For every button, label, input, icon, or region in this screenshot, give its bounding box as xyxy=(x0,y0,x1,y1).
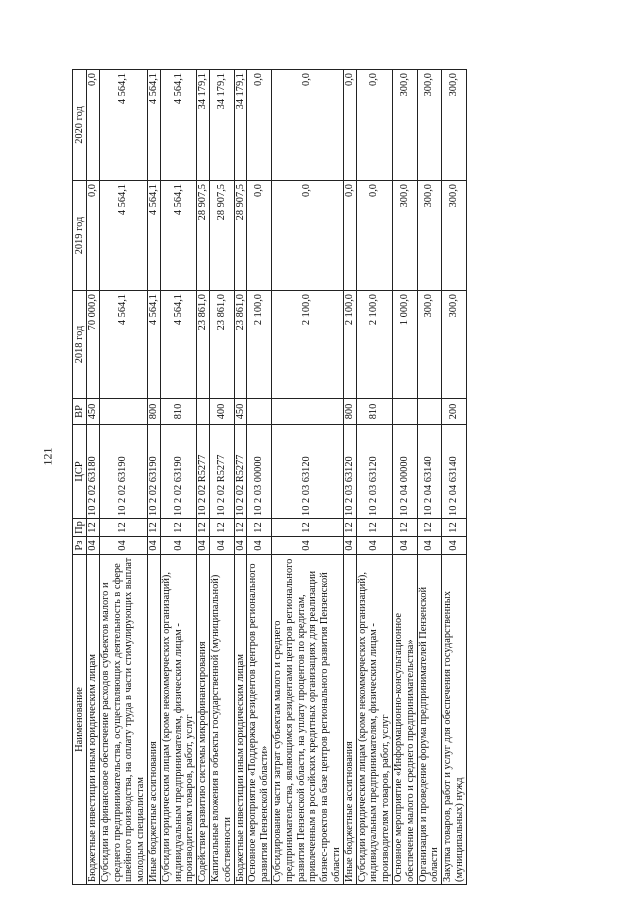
row-2018: 4 564,1 xyxy=(99,291,147,399)
row-rz: 04 xyxy=(356,537,392,555)
row-csr: 10 2 03 63120 xyxy=(343,425,356,519)
row-name: Иные бюджетные ассигнования xyxy=(343,555,356,885)
row-2018: 2 100,0 xyxy=(356,291,392,399)
row-name: Субсидии юридическим лицам (кроме некоммерческих организаций), индивидуальным предпринимателям, физическим лицам - производителям товаров, работ, услуг xyxy=(160,555,196,885)
row-rz: 04 xyxy=(392,537,417,555)
row-2020: 300,0 xyxy=(417,70,442,181)
row-2020: 0,0 xyxy=(87,70,100,181)
row-2018: 2 100,0 xyxy=(247,291,272,399)
header-csr: ЦСР xyxy=(73,425,87,519)
row-pr: 12 xyxy=(442,519,467,537)
row-2019: 0,0 xyxy=(87,181,100,291)
header-2019: 2019 год xyxy=(73,181,87,291)
table-row xyxy=(197,70,210,885)
row-rz: 04 xyxy=(197,537,210,555)
table-row xyxy=(160,70,196,885)
table-row xyxy=(343,70,356,885)
row-rz: 04 xyxy=(417,537,442,555)
row-rz: 04 xyxy=(87,537,100,555)
row-2019: 300,0 xyxy=(392,181,417,291)
row-2019: 28 907,5 xyxy=(234,181,247,291)
row-name: Иные бюджетные ассигнования xyxy=(147,555,160,885)
row-pr: 12 xyxy=(197,519,210,537)
row-pr: 12 xyxy=(147,519,160,537)
row-name: Закупка товаров, работ и услуг для обеспечения государственных (муниципальных) нужд xyxy=(442,555,467,885)
row-2020: 4 564,1 xyxy=(147,70,160,181)
row-vr xyxy=(197,399,210,425)
row-2018: 2 100,0 xyxy=(271,291,343,399)
row-2019: 0,0 xyxy=(343,181,356,291)
row-vr: 810 xyxy=(160,399,196,425)
row-2020: 4 564,1 xyxy=(99,70,147,181)
header-2018: 2018 год xyxy=(73,291,87,399)
row-2020: 0,0 xyxy=(343,70,356,181)
row-2019: 0,0 xyxy=(247,181,272,291)
row-2018: 300,0 xyxy=(442,291,467,399)
row-2019: 4 564,1 xyxy=(99,181,147,291)
row-vr: 810 xyxy=(356,399,392,425)
row-rz: 04 xyxy=(147,537,160,555)
row-2020: 0,0 xyxy=(356,70,392,181)
row-csr: 10 2 04 63140 xyxy=(442,425,467,519)
row-2018: 2 100,0 xyxy=(343,291,356,399)
row-2018: 23 861,0 xyxy=(197,291,210,399)
row-2020: 34 179,1 xyxy=(209,70,234,181)
header-rz: Рз xyxy=(73,537,87,555)
row-2018: 4 564,1 xyxy=(147,291,160,399)
row-vr xyxy=(392,399,417,425)
table-row xyxy=(442,70,467,885)
row-rz: 04 xyxy=(209,537,234,555)
row-csr: 10 2 03 00000 xyxy=(247,425,272,519)
row-vr: 450 xyxy=(234,399,247,425)
rotated-table-container xyxy=(72,70,576,885)
row-2019: 300,0 xyxy=(417,181,442,291)
row-name: Основное мероприятие «Поддержка резидентов центров регионального развития Пензенской области» xyxy=(247,555,272,885)
row-csr: 10 2 03 63120 xyxy=(271,425,343,519)
row-2019: 0,0 xyxy=(356,181,392,291)
row-2020: 0,0 xyxy=(271,70,343,181)
row-name: Бюджетные инвестиции иным юридическим лицам xyxy=(234,555,247,885)
row-name: Субсидирование части затрат субъектам малого и среднего предпринимательства, являющимся резидентами центров регионального развития Пензенской области, на уплату процентов по кредитам, привлеченным в российских кредитных организациях для реализации бизнес-проектов на базе центров регионального развития Пензенской области xyxy=(271,555,343,885)
budget-table xyxy=(72,69,467,885)
row-vr xyxy=(99,399,147,425)
table-row xyxy=(247,70,272,885)
row-2019: 28 907,5 xyxy=(197,181,210,291)
row-2019: 4 564,1 xyxy=(160,181,196,291)
table-row xyxy=(99,70,147,885)
row-vr xyxy=(417,399,442,425)
row-name: Капитальные вложения в объекты государственной (муниципальной) собственности xyxy=(209,555,234,885)
row-2019: 28 907,5 xyxy=(209,181,234,291)
header-vr: ВР xyxy=(73,399,87,425)
table-row xyxy=(209,70,234,885)
row-csr: 10 2 02 63180 xyxy=(87,425,100,519)
row-2019: 300,0 xyxy=(442,181,467,291)
row-pr: 12 xyxy=(234,519,247,537)
row-2018: 300,0 xyxy=(417,291,442,399)
row-csr: 10 2 02 R5277 xyxy=(197,425,210,519)
table-row xyxy=(392,70,417,885)
row-csr: 10 2 02 63190 xyxy=(147,425,160,519)
row-2018: 1 000,0 xyxy=(392,291,417,399)
row-name: Организация и проведение форума предпринимателей Пензенской области xyxy=(417,555,442,885)
row-name: Субсидии на финансовое обеспечение расходов субъектов малого и среднего предпринимательства, осуществляющих деятельность в сфере швейного производства, на оплату труда в части стимулирующих выплат молодым специалистам xyxy=(99,555,147,885)
row-vr: 450 xyxy=(87,399,100,425)
table-row xyxy=(87,70,100,885)
row-vr xyxy=(271,399,343,425)
row-2020: 300,0 xyxy=(392,70,417,181)
row-csr: 10 2 02 63190 xyxy=(160,425,196,519)
row-pr: 12 xyxy=(356,519,392,537)
row-2019: 4 564,1 xyxy=(147,181,160,291)
row-2020: 300,0 xyxy=(442,70,467,181)
row-csr: 10 2 03 63120 xyxy=(356,425,392,519)
row-rz: 04 xyxy=(234,537,247,555)
row-2018: 70 000,0 xyxy=(87,291,100,399)
row-csr: 10 2 02 R5277 xyxy=(234,425,247,519)
row-pr: 12 xyxy=(392,519,417,537)
row-csr: 10 2 02 R5277 xyxy=(209,425,234,519)
row-2019: 0,0 xyxy=(271,181,343,291)
header-name: Наименование xyxy=(73,555,87,885)
row-rz: 04 xyxy=(160,537,196,555)
row-vr: 800 xyxy=(147,399,160,425)
header-pr: Пр xyxy=(73,519,87,537)
row-name: Основное мероприятие «Информационно-консультационное обеспечение малого и среднего предпринимательства» xyxy=(392,555,417,885)
row-pr: 12 xyxy=(99,519,147,537)
table-header-row xyxy=(73,70,87,885)
row-2018: 23 861,0 xyxy=(234,291,247,399)
row-name: Субсидии юридическим лицам (кроме некоммерческих организаций), индивидуальным предпринимателям, физическим лицам - производителям товаров, работ, услуг xyxy=(356,555,392,885)
row-vr xyxy=(247,399,272,425)
table-row xyxy=(417,70,442,885)
row-pr: 12 xyxy=(247,519,272,537)
row-name: Содействие развитию системы микрофинансирования xyxy=(197,555,210,885)
table-row xyxy=(271,70,343,885)
table-body xyxy=(87,70,467,885)
row-rz: 04 xyxy=(99,537,147,555)
row-name: Бюджетные инвестиции иным юридическим лицам xyxy=(87,555,100,885)
row-vr: 400 xyxy=(209,399,234,425)
row-pr: 12 xyxy=(87,519,100,537)
table-row xyxy=(356,70,392,885)
row-rz: 04 xyxy=(343,537,356,555)
row-2020: 34 179,1 xyxy=(197,70,210,181)
row-rz: 04 xyxy=(442,537,467,555)
row-rz: 04 xyxy=(271,537,343,555)
header-2020: 2020 год xyxy=(73,70,87,181)
row-rz: 04 xyxy=(247,537,272,555)
row-vr: 800 xyxy=(343,399,356,425)
row-pr: 12 xyxy=(160,519,196,537)
row-2020: 4 564,1 xyxy=(160,70,196,181)
row-2018: 4 564,1 xyxy=(160,291,196,399)
page-number: 121 xyxy=(40,447,55,466)
row-2018: 23 861,0 xyxy=(209,291,234,399)
row-csr: 10 2 04 00000 xyxy=(392,425,417,519)
row-2020: 34 179,1 xyxy=(234,70,247,181)
row-csr: 10 2 04 63140 xyxy=(417,425,442,519)
table-row xyxy=(147,70,160,885)
row-csr: 10 2 02 63190 xyxy=(99,425,147,519)
table-row xyxy=(234,70,247,885)
row-pr: 12 xyxy=(209,519,234,537)
row-pr: 12 xyxy=(343,519,356,537)
row-2020: 0,0 xyxy=(247,70,272,181)
row-vr: 200 xyxy=(442,399,467,425)
row-pr: 12 xyxy=(271,519,343,537)
row-pr: 12 xyxy=(417,519,442,537)
